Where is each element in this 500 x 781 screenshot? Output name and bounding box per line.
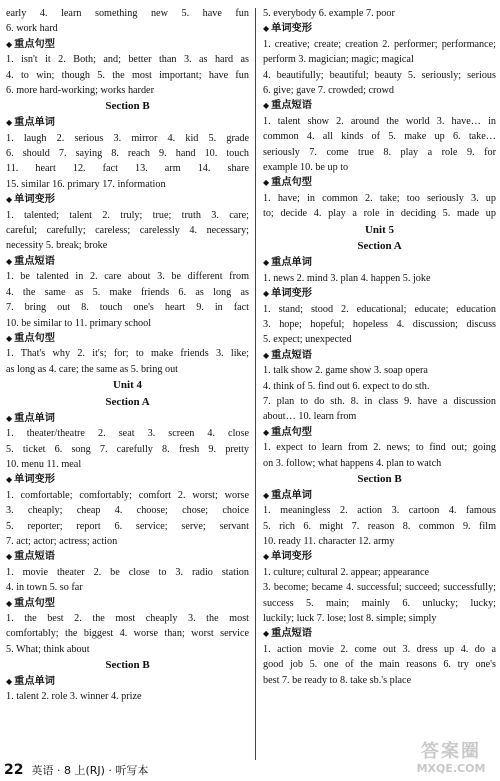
answer-line: 6. give; gave 7. crowded; crowd: [263, 85, 394, 97]
diamond-bullet-icon: ◆: [6, 195, 13, 205]
unit-section-title: Section B: [357, 472, 402, 485]
section-heading: [263, 175, 496, 190]
unit-section-title: Unit 5: [364, 223, 395, 236]
diamond-bullet-icon: ◆: [6, 475, 13, 485]
section-heading: [263, 21, 496, 36]
answer-line: 1. action movie 2. come out 3. dress up 4. do a: [263, 643, 496, 655]
diamond-bullet-icon: ◆: [6, 552, 13, 562]
answer-line: 6. should 7. saying 8. reach 9. hand 10. touch: [6, 148, 249, 160]
heading-text: 重点单词: [271, 489, 312, 501]
page-footer: [4, 761, 148, 779]
answer-line: 4. to win; though 5. the most important; have fun: [6, 69, 249, 81]
section-heading: [6, 37, 249, 52]
section-heading: [263, 488, 496, 503]
watermark-logo-text: 答案圈: [421, 741, 481, 762]
answer-line: 1. theater/theatre 2. seat 3. screen 4. close: [6, 428, 249, 440]
answer-line: 5. expect; unexpected: [263, 334, 352, 346]
section-heading: [6, 674, 249, 689]
answer-line: 10. ready 11. character 12. army: [263, 535, 395, 547]
heading-text: 重点句型: [271, 177, 312, 189]
section-heading: [263, 348, 496, 363]
section-heading: [6, 596, 249, 611]
answer-line: 1. stand; stood 2. educational; educate; education: [263, 303, 496, 315]
unit-section-title: Unit 4: [112, 379, 143, 392]
answer-line: luckily; luck 7. lose; lost 8. simple; simply: [263, 613, 437, 625]
answer-line: 10. menu 11. meal: [6, 458, 82, 470]
answer-line: 11. heart 12. fact 13. arm 14. share: [6, 163, 249, 175]
answer-line: 1. talent show 2. around the world 3. have… in: [263, 115, 496, 127]
unit-section-title: Section B: [105, 659, 150, 672]
diamond-bullet-icon: ◆: [263, 427, 270, 437]
answer-line: necessity 5. break; broke: [6, 240, 108, 252]
answer-line: seriously 7. come true 8. play a role 9. for: [263, 146, 496, 158]
answer-line: 5. reporter; report 6. service; serve; servant: [6, 520, 249, 532]
answer-line: best 7. be ready to 8. take sb.'s place: [263, 674, 412, 686]
section-heading: [263, 286, 496, 301]
diamond-bullet-icon: ◆: [263, 289, 270, 299]
answer-line: 1. laugh 2. serious 3. mirror 4. kid 5. grade: [6, 132, 249, 144]
answer-line: common 4. all kinds of 5. make up 6. take…: [263, 131, 496, 143]
unit-section-title: Section A: [105, 395, 150, 408]
answer-line: 5. What; think about: [6, 643, 90, 655]
section-heading: [6, 411, 249, 426]
left-column: [6, 6, 249, 705]
answer-line: on 3. follow; what happens 4. plan to watch: [263, 457, 442, 469]
answer-line: 1. creative; create; creation 2. performer; performance;: [263, 38, 496, 50]
diamond-bullet-icon: ◆: [6, 256, 13, 266]
heading-text: 单词变形: [14, 474, 55, 486]
heading-text: 单词变形: [14, 194, 55, 206]
answer-line: 4. in town 5. so far: [6, 582, 83, 594]
diamond-bullet-icon: ◆: [6, 413, 13, 423]
answer-line: 7. plan to do sth. 8. in class 9. have a discussion: [263, 395, 496, 407]
heading-text: 重点单词: [14, 117, 55, 129]
column-divider: [255, 8, 256, 760]
watermark-url: MXQE.COM: [416, 762, 486, 775]
book-title: 英语 · 8 上(RJ) · 听写本: [31, 764, 149, 777]
heading-text: 重点句型: [271, 426, 312, 438]
section-heading: [6, 331, 249, 346]
answer-line: 15. similar 16. primary 17. information: [6, 178, 166, 190]
heading-text: 单词变形: [271, 288, 312, 300]
answer-line: 1. talented; talent 2. truly; true; truth 3. care;: [6, 209, 249, 221]
answer-line: 7. bring out 8. touch one's heart 9. in fact: [6, 302, 249, 314]
diamond-bullet-icon: ◆: [263, 629, 270, 639]
section-heading: [6, 472, 249, 487]
heading-text: 重点短语: [271, 349, 312, 361]
answer-line: 3. cheaply; cheap 4. choose; chose; choice: [6, 505, 249, 517]
page-number: 22: [4, 762, 24, 778]
diamond-bullet-icon: ◆: [263, 178, 270, 188]
diamond-bullet-icon: ◆: [6, 677, 13, 687]
heading-text: 重点单词: [14, 676, 55, 688]
diamond-bullet-icon: ◆: [263, 24, 270, 34]
answer-line: 3. hope; hopeful; hopeless 4. discussion; discuss: [263, 318, 496, 330]
site-watermark: [404, 742, 498, 780]
answer-line: 4. beautifully; beautiful; beauty 5. seriously; serious: [263, 69, 496, 81]
heading-text: 重点句型: [14, 38, 55, 50]
answer-line: careful; carefully; careless; carelessly 4. necessary;: [6, 225, 249, 237]
answer-line: to; decide 4. play a role in deciding 5. made up: [263, 208, 496, 220]
section-heading: [6, 192, 249, 207]
section-heading: [263, 255, 496, 270]
unit-section-title: Section A: [357, 240, 402, 253]
answer-line: 1. expect to learn from 2. news; to find out; going: [263, 442, 496, 454]
diamond-bullet-icon: ◆: [263, 552, 270, 562]
section-heading: [263, 425, 496, 440]
answer-line: example 10. be up to: [263, 162, 349, 174]
answer-line: 6. work hard: [6, 23, 58, 35]
section-heading: [263, 626, 496, 641]
answer-line: 1. talk show 2. game show 3. soap opera: [263, 365, 428, 377]
answer-line: as long as 4. care; the same as 5. bring out: [6, 363, 179, 375]
diamond-bullet-icon: ◆: [263, 490, 270, 500]
answer-line: 1. talent 2. role 3. winner 4. prize: [6, 691, 142, 703]
heading-text: 重点短语: [271, 100, 312, 112]
answer-line: 1. That's why 2. it's; for; to make friends 3. like;: [6, 348, 249, 360]
heading-text: 重点短语: [14, 255, 55, 267]
answer-line: success 5. main; mainly 6. unlucky; lucky;: [263, 597, 496, 609]
right-column: [263, 6, 496, 688]
answer-line: 5. everybody 6. example 7. poor: [263, 8, 395, 19]
diamond-bullet-icon: ◆: [6, 333, 13, 343]
heading-text: 重点单词: [14, 412, 55, 424]
answer-line: 7. act; actor; actress; action: [6, 535, 118, 547]
section-heading: [6, 549, 249, 564]
heading-text: 单词变形: [271, 551, 312, 563]
answer-line: 1. movie theater 2. be close to 3. radio station: [6, 566, 249, 578]
answer-line: comfortably; the biggest 4. worse than; worst service: [6, 628, 249, 640]
diamond-bullet-icon: ◆: [263, 258, 270, 268]
answer-line: 4. the same as 5. make friends 6. as long as: [6, 286, 249, 298]
answer-line: perform 3. magician; magic; magical: [263, 54, 414, 66]
answer-line: good job 5. one of the main reasons 6. try one's: [263, 659, 496, 671]
diamond-bullet-icon: ◆: [263, 101, 270, 111]
diamond-bullet-icon: ◆: [6, 39, 13, 49]
answer-line: 1. news 2. mind 3. plan 4. happen 5. joke: [263, 272, 431, 284]
heading-text: 重点句型: [14, 597, 55, 609]
heading-text: 重点单词: [271, 257, 312, 269]
answer-line: 1. culture; cultural 2. appear; appearance: [263, 566, 430, 578]
answer-line: early 4. learn something new 5. have fun: [6, 8, 249, 19]
answer-line: 4. think of 5. find out 6. expect to do sth.: [263, 380, 430, 392]
section-heading: [6, 254, 249, 269]
answer-line: 1. comfortable; comfortably; comfort 2. worst; worse: [6, 489, 249, 501]
section-heading: [263, 549, 496, 564]
heading-text: 重点句型: [14, 332, 55, 344]
heading-text: 重点短语: [14, 551, 55, 563]
answer-line: 5. rich 6. might 7. reason 8. common 9. film: [263, 520, 496, 532]
answer-line: 1. isn't it 2. Both; and; better than 3. as hard as: [6, 54, 249, 66]
diamond-bullet-icon: ◆: [6, 118, 13, 128]
answer-line: about… 10. learn from: [263, 411, 357, 423]
heading-text: 重点短语: [271, 628, 312, 640]
answer-line: 1. meaningless 2. action 3. cartoon 4. famous: [263, 505, 496, 517]
answer-line: 1. have; in common 2. take; too seriously 3. up: [263, 192, 496, 204]
answer-line: 1. the best 2. the most cheaply 3. the most: [6, 613, 249, 625]
section-heading: [263, 98, 496, 113]
answer-line: 10. be similar to 11. primary school: [6, 317, 152, 329]
diamond-bullet-icon: ◆: [263, 350, 270, 360]
section-heading: [6, 115, 249, 130]
answer-line: 3. become; became 4. successful; succeed; successfully;: [263, 582, 496, 594]
heading-text: 单词变形: [271, 23, 312, 35]
unit-section-title: Section B: [105, 100, 150, 113]
answer-line: 6. more hard-working; works harder: [6, 85, 154, 97]
answer-line: 5. ticket 6. song 7. carefully 8. fresh 9. pretty: [6, 443, 249, 455]
diamond-bullet-icon: ◆: [6, 598, 13, 608]
answer-line: 1. be talented in 2. care about 3. be different from: [6, 271, 249, 283]
